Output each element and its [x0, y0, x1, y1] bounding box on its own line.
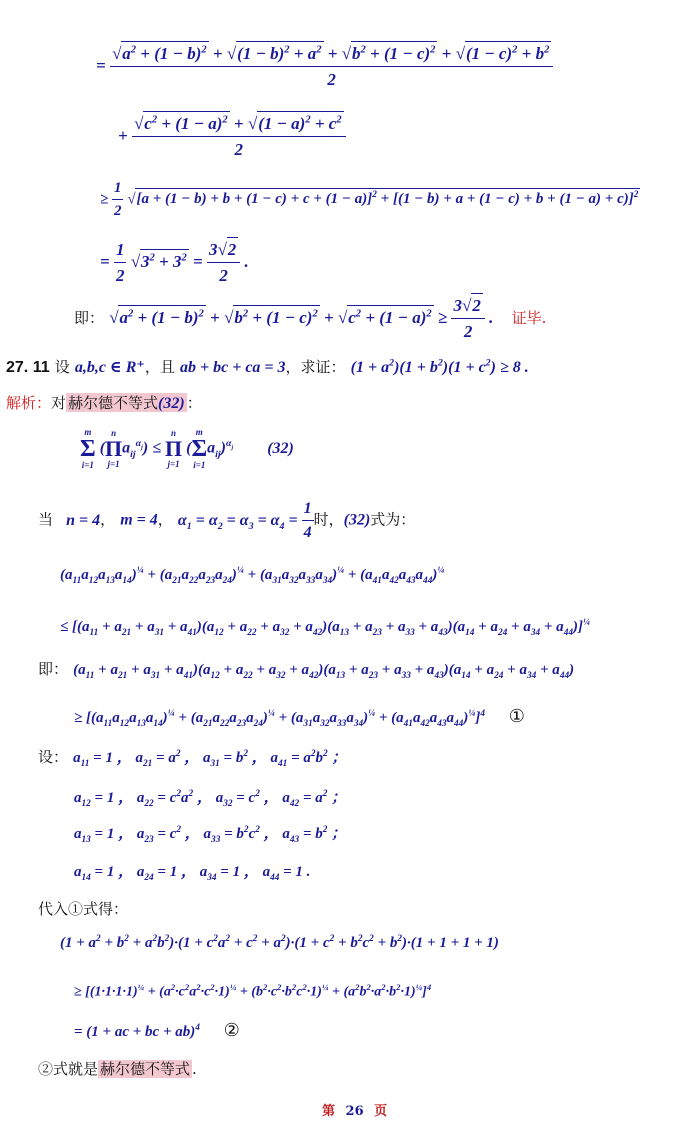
- qed-mark: 证毕.: [511, 308, 547, 327]
- final-holder-highlight: 赫尔德不等式: [100, 1060, 191, 1078]
- holder-instance-line-1: $(a_{11}a_{12}a_{13}a_{14})^{\frac{1}{4}} + (a_{21}a_{22}a_{23}a_{24})^{\frac{1}{4}} + (a_{31}a_{32}a_{33}a_{34})^{\frac{1}{4}} + (a_{41}a_{42}a_{43}a_{44})^{\frac{1}{4}}$: [60, 566, 445, 586]
- final-line: ②式就是 赫尔德不等式 .: [38, 1060, 197, 1078]
- eq-line-4: = $\frac{1}{2}$ $√3^2 + 3^2$ = $\frac{3√2}{2}$ .: [100, 240, 249, 286]
- result-line-1: $(1 + a^2 + b^2 + a^2b^2)\cdot(1 + c^2a^2 + c^2 + a^2)\cdot(1 + c^2 + b^2c^2 + b^2)\cdot(1 + 1 + 1 + 1)$: [60, 934, 499, 951]
- jiexi-label: 解析：: [6, 394, 52, 412]
- jiexi-line: 解析：对 赫尔德不等式(32) ：: [6, 394, 202, 412]
- eq-line-1-fraction: $√a^2 + (1 - b)^2 + √(1 - b)^2 + a^2 + √b^2 + (1 - c)^2 + √(1 - c)^2 + b^2$ 2: [110, 44, 553, 90]
- dairu-line: 代入①式得：: [38, 900, 129, 918]
- ji-line: 即： $√a^2 + (1 - b)^2 + √b^2 + (1 - c)^2 + √c^2 + (1 - a)^2$ ≥ $\frac{3√2}{2}$ . 证毕.: [74, 296, 546, 342]
- set-line-3: $a_{13} = 1$ ， $a_{23} = c^2$ ， $a_{33} = b^2c^2$ ， $a_{43} = b^2$ ；: [74, 825, 347, 845]
- result-line-3: = (1 + ac + bc + ab)$^4$ ②: [74, 1020, 240, 1040]
- eq-line-2-fraction: $\frac{√c^2 + (1 - a)^2 + √(1 - a)^2 + c^2}{2}$: [132, 114, 346, 160]
- eq-line-3: ≥ $\frac{1}{2}$ $√[a + (1 - b) + b + (1 - c) + c + (1 - a)]^2 + [(1 - b) + a + (1 - c) + b + (1 - a) + c)]^2$: [100, 180, 639, 219]
- set-line-1: 设： $a_{11} = 1$ ， $a_{21} = a^2$ ， $a_{31} = b^2$ ， $a_{41} = a^2b^2$ ；: [38, 748, 347, 769]
- holder-instance-line-4: ≥ $[(a_{11}a_{12}a_{13}a_{14})^{\frac{1}{4}} + (a_{21}a_{22}a_{23}a_{24})^{\frac{1}{4}} + (a_{31}a_{32}a_{33}a_{34})^{\frac{1}{4}} + (a_{41}a_{42}a_{43}a_{44})^{\frac{1}{4}}]^4$ ①: [74, 706, 525, 729]
- problem-number: 27. 11: [6, 359, 50, 376]
- problem-statement: 27. 11 设 a,b,c ∈ R⁺，且 ab + bc + ca = 3，求证： $(1 + a^2)(1 + b^2)(1 + c^2) \ge 8$ .: [6, 357, 529, 376]
- eq-line-1: = $√a^2 + (1 - b)^2 + √(1 - b)^2 + a^2 + √b^2 + (1 - c)^2 + √(1 - c)^2 + b^2$ 2: [96, 44, 553, 90]
- page-footer: 第 26 页: [322, 1104, 388, 1119]
- set-line-2: $a_{12} = 1$ ， $a_{22} = c^2a^2$ ， $a_{32} = c^2$ ， $a_{42} = a^2$ ；: [74, 789, 347, 809]
- circled-two: ②: [223, 1020, 240, 1040]
- holder-formula: m Σ i=1 ( n Π j=1 $a_{ij}^{\alpha_j}$) ≤ n Π j=1 ( m Σ i=1 $a_{ij})^{\alpha_j}$ (32): [80, 427, 294, 470]
- eq-line-2: + $\frac{√c^2 + (1 - a)^2 + √(1 - a)^2 + c^2}{2}$: [118, 114, 346, 160]
- ji-label: 即：: [74, 308, 105, 327]
- circled-one: ①: [508, 706, 525, 726]
- holder-instance-line-2: ≤ $[(a_{11} + a_{21} + a_{31} + a_{41})(a_{12} + a_{22} + a_{32} + a_{42})(a_{13} + a_{23} + a_{33} + a_{43})(a_{14} + a_{24} + a_{34} + a_{44})]^{\frac{1}{4}}$: [60, 618, 590, 638]
- holder-highlight: 赫尔德不等式(32): [68, 394, 185, 412]
- result-line-2: ≥ $[(1\cdot 1\cdot 1\cdot 1)^{\frac{1}{4}} + (a^2\cdot c^2a^2\cdot c^2\cdot 1)^{\frac{1}{4}} + (b^2\cdot c^2\cdot b^2c^2\cdot 1)^{\frac{1}{4}} + (a^2b^2\cdot a^2\cdot b^2\cdot 1)^{\frac{1}{4}}]^4$: [74, 982, 432, 1000]
- condition-line: 当 n = 4， m = 4， $\alpha_1 = \alpha_2 = \alpha_3 = \alpha_4$ = $\frac{1}{4}$ 时，(32)式为：: [38, 500, 416, 541]
- holder-instance-line-3: 即： $(a_{11} + a_{21} + a_{31} + a_{41})(a_{12} + a_{22} + a_{32} + a_{42})(a_{13} + a_{23} + a_{33} + a_{43})(a_{14} + a_{24} + a_{34} + a_{44})$: [38, 660, 575, 681]
- set-line-4: $a_{14} = 1$ ， $a_{24} = 1$ ， $a_{34} = 1$ ， $a_{44} = 1$ .: [74, 864, 311, 883]
